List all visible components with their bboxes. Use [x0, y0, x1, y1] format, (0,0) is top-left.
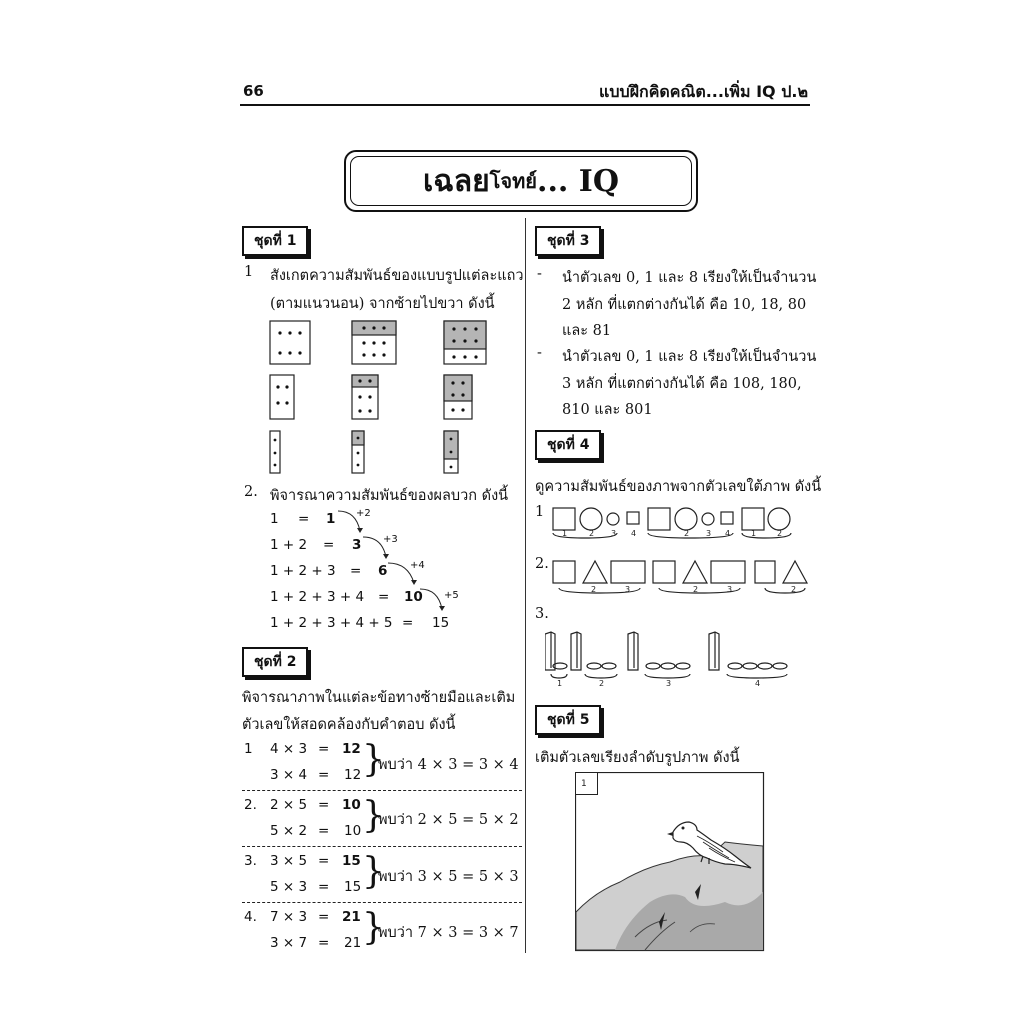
sum-expr: 1 + 2 + 3 [270, 563, 336, 579]
shape-sequence-figure [545, 502, 810, 687]
row1-num: 2 [589, 529, 595, 538]
set3-b1-line2: 2 หลัก ที่แตกต่างกันได้ คือ 10, 18, 80 [562, 297, 807, 313]
eq-sign: = [318, 935, 330, 951]
set4-label: ชุดที่ 4 [535, 430, 601, 460]
row3-num: 3 [666, 679, 672, 687]
mult-b-val: 10 [344, 823, 362, 839]
sum-result: 3 [352, 537, 362, 553]
brace: } [362, 795, 385, 836]
eq-sign: = [318, 853, 330, 869]
sum-expr: 1 + 2 + 3 + 4 [270, 589, 365, 605]
row1-num: 1 [751, 529, 757, 538]
sum-step: +4 [410, 560, 425, 571]
dot-pattern-figure [260, 315, 500, 480]
mult-a-val: 21 [342, 909, 361, 925]
eagle-on-cliff-illustration [575, 772, 765, 952]
row2-num: 2 [693, 585, 699, 594]
eq-sign: = [318, 823, 330, 839]
mult-a: 2 × 5 [270, 797, 308, 813]
row2-num: 3 [727, 585, 733, 594]
brace: } [362, 851, 385, 892]
dashed-divider [242, 790, 522, 791]
row1-num: 1 [562, 529, 568, 538]
row3-num: 1 [557, 679, 563, 687]
set1-item1-line2: (ตามแนวนอน) จากซ้ายไปขวา ดังนี้ [270, 296, 495, 312]
eq-sign: = [318, 879, 330, 895]
column-divider [525, 218, 526, 953]
set3-b2-line1: นำตัวเลข 0, 1 และ 8 เรียงให้เป็นจำนวน [562, 349, 817, 365]
dashed-divider [242, 902, 522, 903]
mult-a-val: 10 [342, 797, 361, 813]
row1-num: 4 [725, 529, 731, 538]
row2-num: 2 [791, 585, 797, 594]
sum-expr: 1 + 2 + 3 + 4 + 5 [270, 615, 393, 631]
set5-intro: เติมตัวเลขเรียงลำดับรูปภาพ ดังนี้ [535, 750, 740, 766]
sum-result: 1 [326, 511, 336, 527]
title-suffix: ... IQ [537, 163, 619, 199]
set3-b1-line1: นำตัวเลข 0, 1 และ 8 เรียงให้เป็นจำนวน [562, 270, 817, 286]
set4-intro: ดูความสัมพันธ์ของภาพจากตัวเลขใต้ภาพ ดังนี้ [535, 479, 822, 495]
mult-b-val: 21 [344, 935, 362, 951]
sum-result: 6 [378, 563, 388, 579]
mult-b: 3 × 4 [270, 767, 308, 783]
book-title: แบบฝึกคิดคณิต...เพิ่ม IQ ป.๒ [599, 82, 808, 101]
set4-row2-label: 2. [535, 556, 549, 572]
mult-item-num: 1 [244, 741, 253, 757]
row1-num: 3 [611, 529, 617, 538]
mult-b: 5 × 3 [270, 879, 308, 895]
mult-note: พบว่า 3 × 5 = 5 × 3 [378, 869, 519, 885]
set2-intro-line2: ตัวเลขให้สอดคล้องกับคำตอบ ดังนี้ [242, 717, 456, 733]
sum-eq: = [378, 589, 390, 605]
mult-note: พบว่า 2 × 5 = 5 × 2 [378, 812, 519, 828]
set4-row3-label: 3. [535, 606, 549, 622]
set3-b2-line3: 810 และ 801 [562, 402, 653, 418]
mult-b-val: 12 [344, 767, 362, 783]
row1-num: 3 [706, 529, 712, 538]
set3-b1-line3: และ 81 [562, 323, 612, 339]
mult-a: 3 × 5 [270, 853, 308, 869]
brace: } [362, 907, 385, 948]
set3-b2-line2: 3 หลัก ที่แตกต่างกันได้ คือ 108, 180, [562, 376, 802, 392]
set4-row1-label: 1 [535, 504, 545, 520]
answer-title-box [344, 150, 698, 212]
mult-note: พบว่า 7 × 3 = 3 × 7 [378, 925, 519, 941]
row2-num: 2 [591, 585, 597, 594]
set5-label: ชุดที่ 5 [535, 705, 601, 735]
set2-label: ชุดที่ 2 [242, 647, 308, 677]
bullet: - [537, 266, 542, 282]
set1-label: ชุดที่ 1 [242, 226, 308, 256]
mult-a: 4 × 3 [270, 741, 308, 757]
mult-item-num: 3. [244, 853, 257, 869]
mult-a-val: 15 [342, 853, 361, 869]
sum-step-arrows [330, 505, 460, 620]
set1-item1-line1: สังเกตความสัมพันธ์ของแบบรูปแต่ละแถว [270, 268, 524, 284]
set5-box-num: 1 [581, 779, 587, 789]
eq-sign: = [318, 741, 330, 757]
sum-eq: = [298, 511, 310, 527]
brace: } [362, 739, 385, 780]
sum-expr: 1 [270, 511, 279, 527]
mult-a: 7 × 3 [270, 909, 308, 925]
row2-num: 3 [625, 585, 631, 594]
mult-b-val: 15 [344, 879, 362, 895]
sum-expr: 1 + 2 [270, 537, 308, 553]
row1-num: 2 [777, 529, 783, 538]
page-number: 66 [243, 82, 264, 100]
mult-note: พบว่า 4 × 3 = 3 × 4 [378, 757, 519, 773]
sum-step: +5 [444, 590, 459, 601]
title-main: เฉลย [423, 163, 490, 199]
mult-item-num: 2. [244, 797, 257, 813]
row1-num: 2 [684, 529, 690, 538]
eq-sign: = [318, 909, 330, 925]
sum-eq: = [323, 537, 335, 553]
mult-b: 5 × 2 [270, 823, 308, 839]
sum-eq: = [350, 563, 362, 579]
bullet: - [537, 345, 542, 361]
eq-sign: = [318, 797, 330, 813]
mult-a-val: 12 [342, 741, 361, 757]
sum-result: 10 [404, 589, 423, 605]
header-rule [240, 104, 810, 106]
mult-item-num: 4. [244, 909, 257, 925]
set3-label: ชุดที่ 3 [535, 226, 601, 256]
mult-b: 3 × 7 [270, 935, 308, 951]
dashed-divider [242, 846, 522, 847]
set1-item2-text: พิจารณาความสัมพันธ์ของผลบวก ดังนี้ [270, 488, 509, 504]
sum-step: +2 [356, 508, 371, 519]
sum-result: 15 [432, 615, 450, 631]
row3-num: 4 [755, 679, 761, 687]
row3-num: 2 [599, 679, 605, 687]
eq-sign: = [318, 767, 330, 783]
sum-step: +3 [383, 534, 398, 545]
set1-item2-num: 2. [244, 484, 258, 500]
sum-eq: = [402, 615, 414, 631]
row1-num: 4 [631, 529, 637, 538]
title-small: โจทย์ [489, 169, 538, 193]
set2-intro-line1: พิจารณาภาพในแต่ละข้อทางซ้ายมือและเติม [242, 690, 516, 706]
set1-item1-num: 1 [244, 264, 254, 280]
